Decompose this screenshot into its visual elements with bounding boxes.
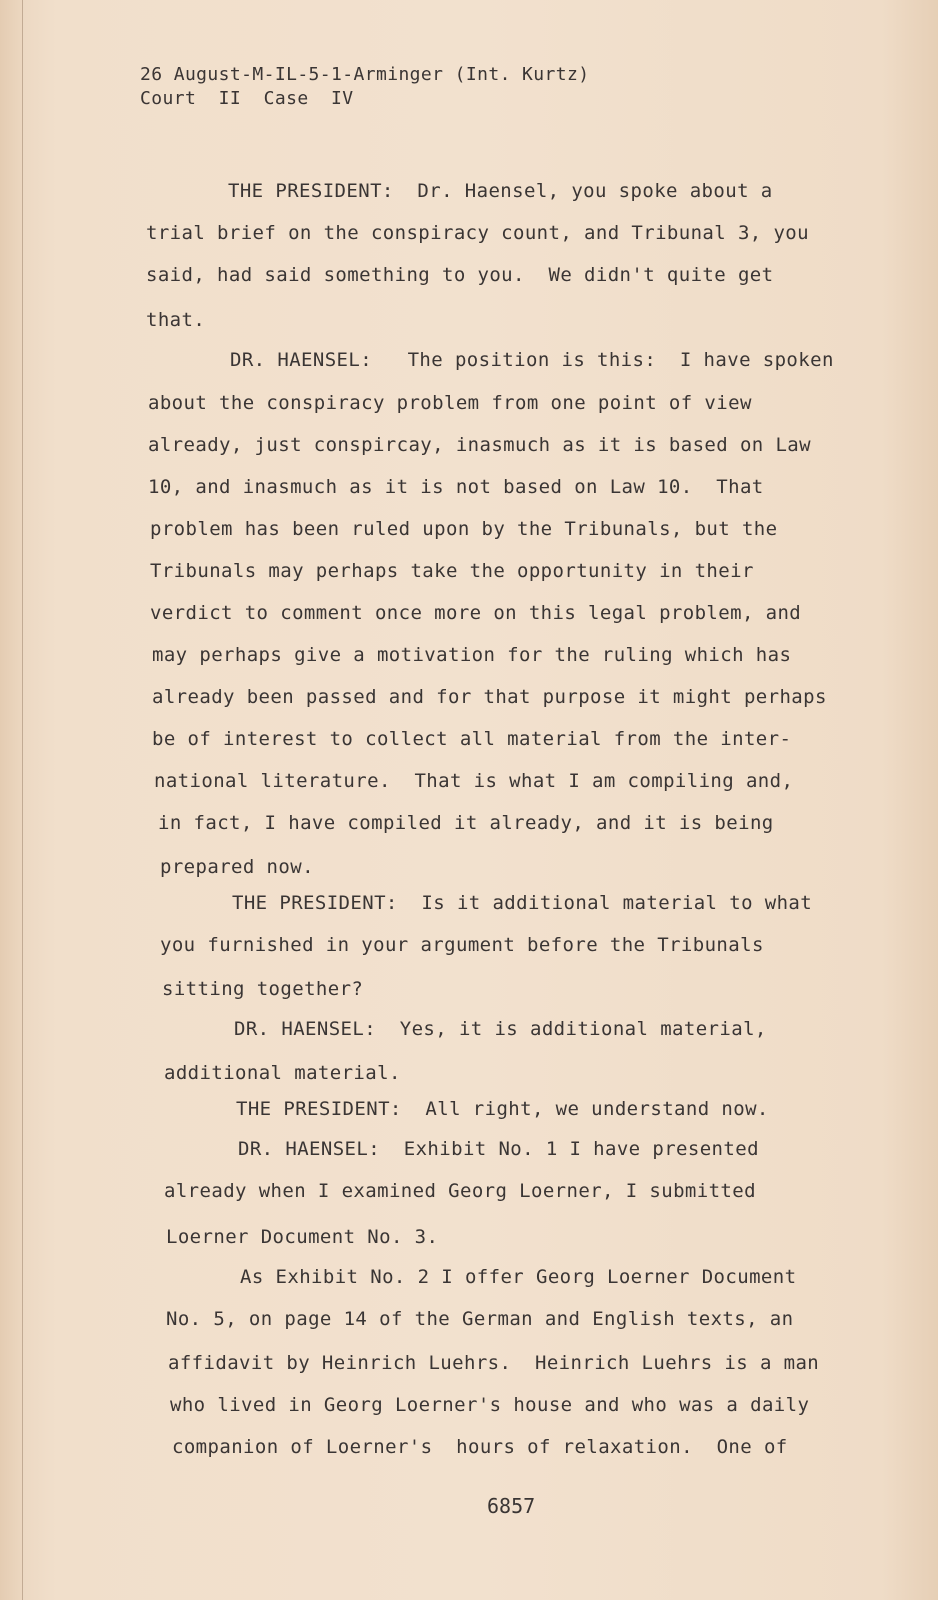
transcript-line: Loerner Document No. 3. — [166, 1226, 439, 1248]
transcript-line: already, just conspircay, inasmuch as it is based on Law — [148, 434, 811, 456]
transcript-line: verdict to comment once more on this legal problem, and — [150, 602, 802, 624]
transcript-line: DR. HAENSEL: Yes, it is additional material, — [234, 1018, 767, 1040]
transcript-line: in fact, I have compiled it already, and it is being — [158, 812, 774, 834]
transcript-line: be of interest to collect all material from the inter- — [152, 728, 792, 750]
transcript-line: Tribunals may perhaps take the opportunity in their — [150, 560, 754, 582]
page-edge — [0, 0, 23, 1600]
transcript-line: said, had said something to you. We didn't quite get — [146, 264, 774, 286]
header-line-1: 26 August-M-IL-5-1-Arminger (Int. Kurtz) — [140, 64, 590, 85]
transcript-line: about the conspiracy problem from one point of view — [148, 392, 752, 414]
transcript-line: THE PRESIDENT: Dr. Haensel, you spoke about a — [228, 180, 773, 202]
transcript-line: DR. HAENSEL: Exhibit No. 1 I have presented — [238, 1138, 759, 1160]
transcript-line: affidavit by Heinrich Luehrs. Heinrich Luehrs is a man — [168, 1352, 820, 1374]
transcript-line: No. 5, on page 14 of the German and English texts, an — [166, 1308, 794, 1330]
transcript-line: prepared now. — [160, 856, 314, 878]
transcript-line: sitting together? — [162, 978, 364, 1000]
transcript-line: national literature. That is what I am compiling and, — [154, 770, 794, 792]
transcript-line: that. — [146, 309, 206, 331]
transcript-line: DR. HAENSEL: The position is this: I have spoken — [230, 349, 834, 371]
transcript-line: THE PRESIDENT: Is it additional material to what — [232, 892, 813, 914]
transcript-line: already been passed and for that purpose it might perhaps — [152, 686, 827, 708]
transcript-line: who lived in Georg Loerner's house and who was a daily — [170, 1394, 810, 1416]
transcript-line: additional material. — [164, 1062, 401, 1084]
transcript-line: already when I examined Georg Loerner, I submitted — [164, 1180, 756, 1202]
page-number: 6857 — [487, 1494, 536, 1518]
transcript-line: trial brief on the conspiracy count, and Tribunal 3, you — [146, 222, 809, 244]
transcript-line: may perhaps give a motivation for the ruling which has — [152, 644, 792, 666]
transcript-line: 10, and inasmuch as it is not based on Law 10. That — [148, 476, 764, 498]
transcript-line: As Exhibit No. 2 I offer Georg Loerner Document — [240, 1266, 797, 1288]
transcript-line: companion of Loerner's hours of relaxation. One of — [172, 1436, 788, 1458]
header-line-2: Court II Case IV — [140, 88, 354, 109]
transcript-line: you furnished in your argument before the Tribunals — [160, 934, 764, 956]
transcript-line: problem has been ruled upon by the Tribunals, but the — [150, 518, 778, 540]
transcript-line: THE PRESIDENT: All right, we understand now. — [236, 1098, 769, 1120]
